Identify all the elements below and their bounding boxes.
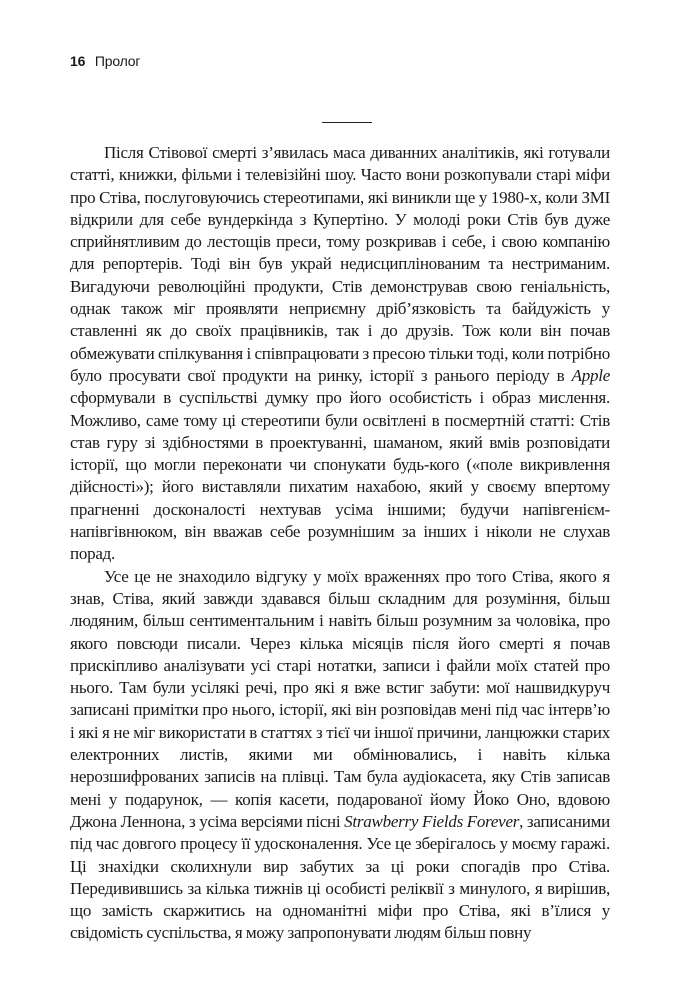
paragraph [70, 142, 610, 566]
section-separator [322, 122, 372, 123]
page-number: 16 [70, 53, 86, 69]
running-header [70, 52, 140, 70]
company-name-italic: Apple [571, 365, 610, 385]
text-segment: сформували в суспільстві думку про його особистість і образ мислення. Можливо, саме тому ці стереотипи були освітлені в посмертній статті: Стів став гуру зі здібностями в проектуванні, шаманом, який вмів розповідати історії, що могли переконати чи спонукати будь-кого («поле викривлення дійсності»); його виставляли пихатим нахабою, який у своєму впертому прагненні досконалості нехтував усіма іншими; будучи напівгенієм-напівгівнюком, він вважав себе розумнішим за інших і ніколи не слухав порад. [70, 388, 610, 564]
chapter-title: Пролог [94, 53, 141, 69]
text-segment: Після Стівової смерті з’явилась маса диванних аналітиків, які готували статті, книжки, фільми і телевізійні шоу. Часто вони розкопували старі міфи про Стіва, послуговуючись стереотипами, які виникли ще у 1980-х, коли ЗМІ відкрили для себе вундеркінда з Купертіно. У молоді роки Стів був дуже сприйнятливим до лестощів преси, тому розкривав і себе, і свою компанію для репортерів. Тоді він був украй недисциплінованим та нестриманим. Вигадуючи революційні продукти, Стів демонстрував свою геніальність, однак також міг проявляти неприємну дріб’язковість та байдужість у ставленні як до своїх працівників, так і до друзів. Тож коли він почав обмежувати спілкування і співпрацювати з пресою тільки тоді, коли потрібно було просувати свої продукти на ринку, історії з ранього періоду в [70, 143, 610, 385]
song-title-italic: Strawberry Fields Forever [344, 811, 520, 831]
paragraph [70, 566, 610, 945]
text-segment: Усе це не знаходило відгуку у моїх враженнях про того Стіва, якого я знав, Стіва, який завжди здавався більш складним для розуміння, більш людяним, більш сентиментальним і навіть більш розумним за чоловіка, про якого повсюди писали. Через кілька місяців після його смерті я почав прискіпливо аналізувати усі старі нотатки, записи і файли моїх статей про нього. Там були усілякі речі, про які я вже встиг забути: мої нашвидкуруч записані примітки про нього, історії, які він розповідав мені під час інтерв’ю і які я не міг використати в статтях з тієї чи іншої причини, ланцюжки старих електронних листів, якими ми обмінювались, і навіть кілька нерозшифрованих записів на плівці. Там була аудіокасета, яку Стів записав мені у подарунок, — копія касети, подарованої йому Йоко Оно, вдовою Джона Леннона, з усіма версіями пісні [70, 566, 610, 831]
text-segment: , записаними під час довгого процесу її удосконалення. Усе це зберігалось у моєму гаражі. Ці знахідки сколихнули вир забутих за ці роки спогадів про Стіва. Передивившись за кілька тижнів ці особисті реліквії з минулого, я вирішив, що замість скаржитись на одноманітні міфи про Стіва, які в’їлися у свідомість суспільства, я можу запропонувати людям більш повну [70, 811, 610, 943]
body-text [70, 142, 610, 945]
